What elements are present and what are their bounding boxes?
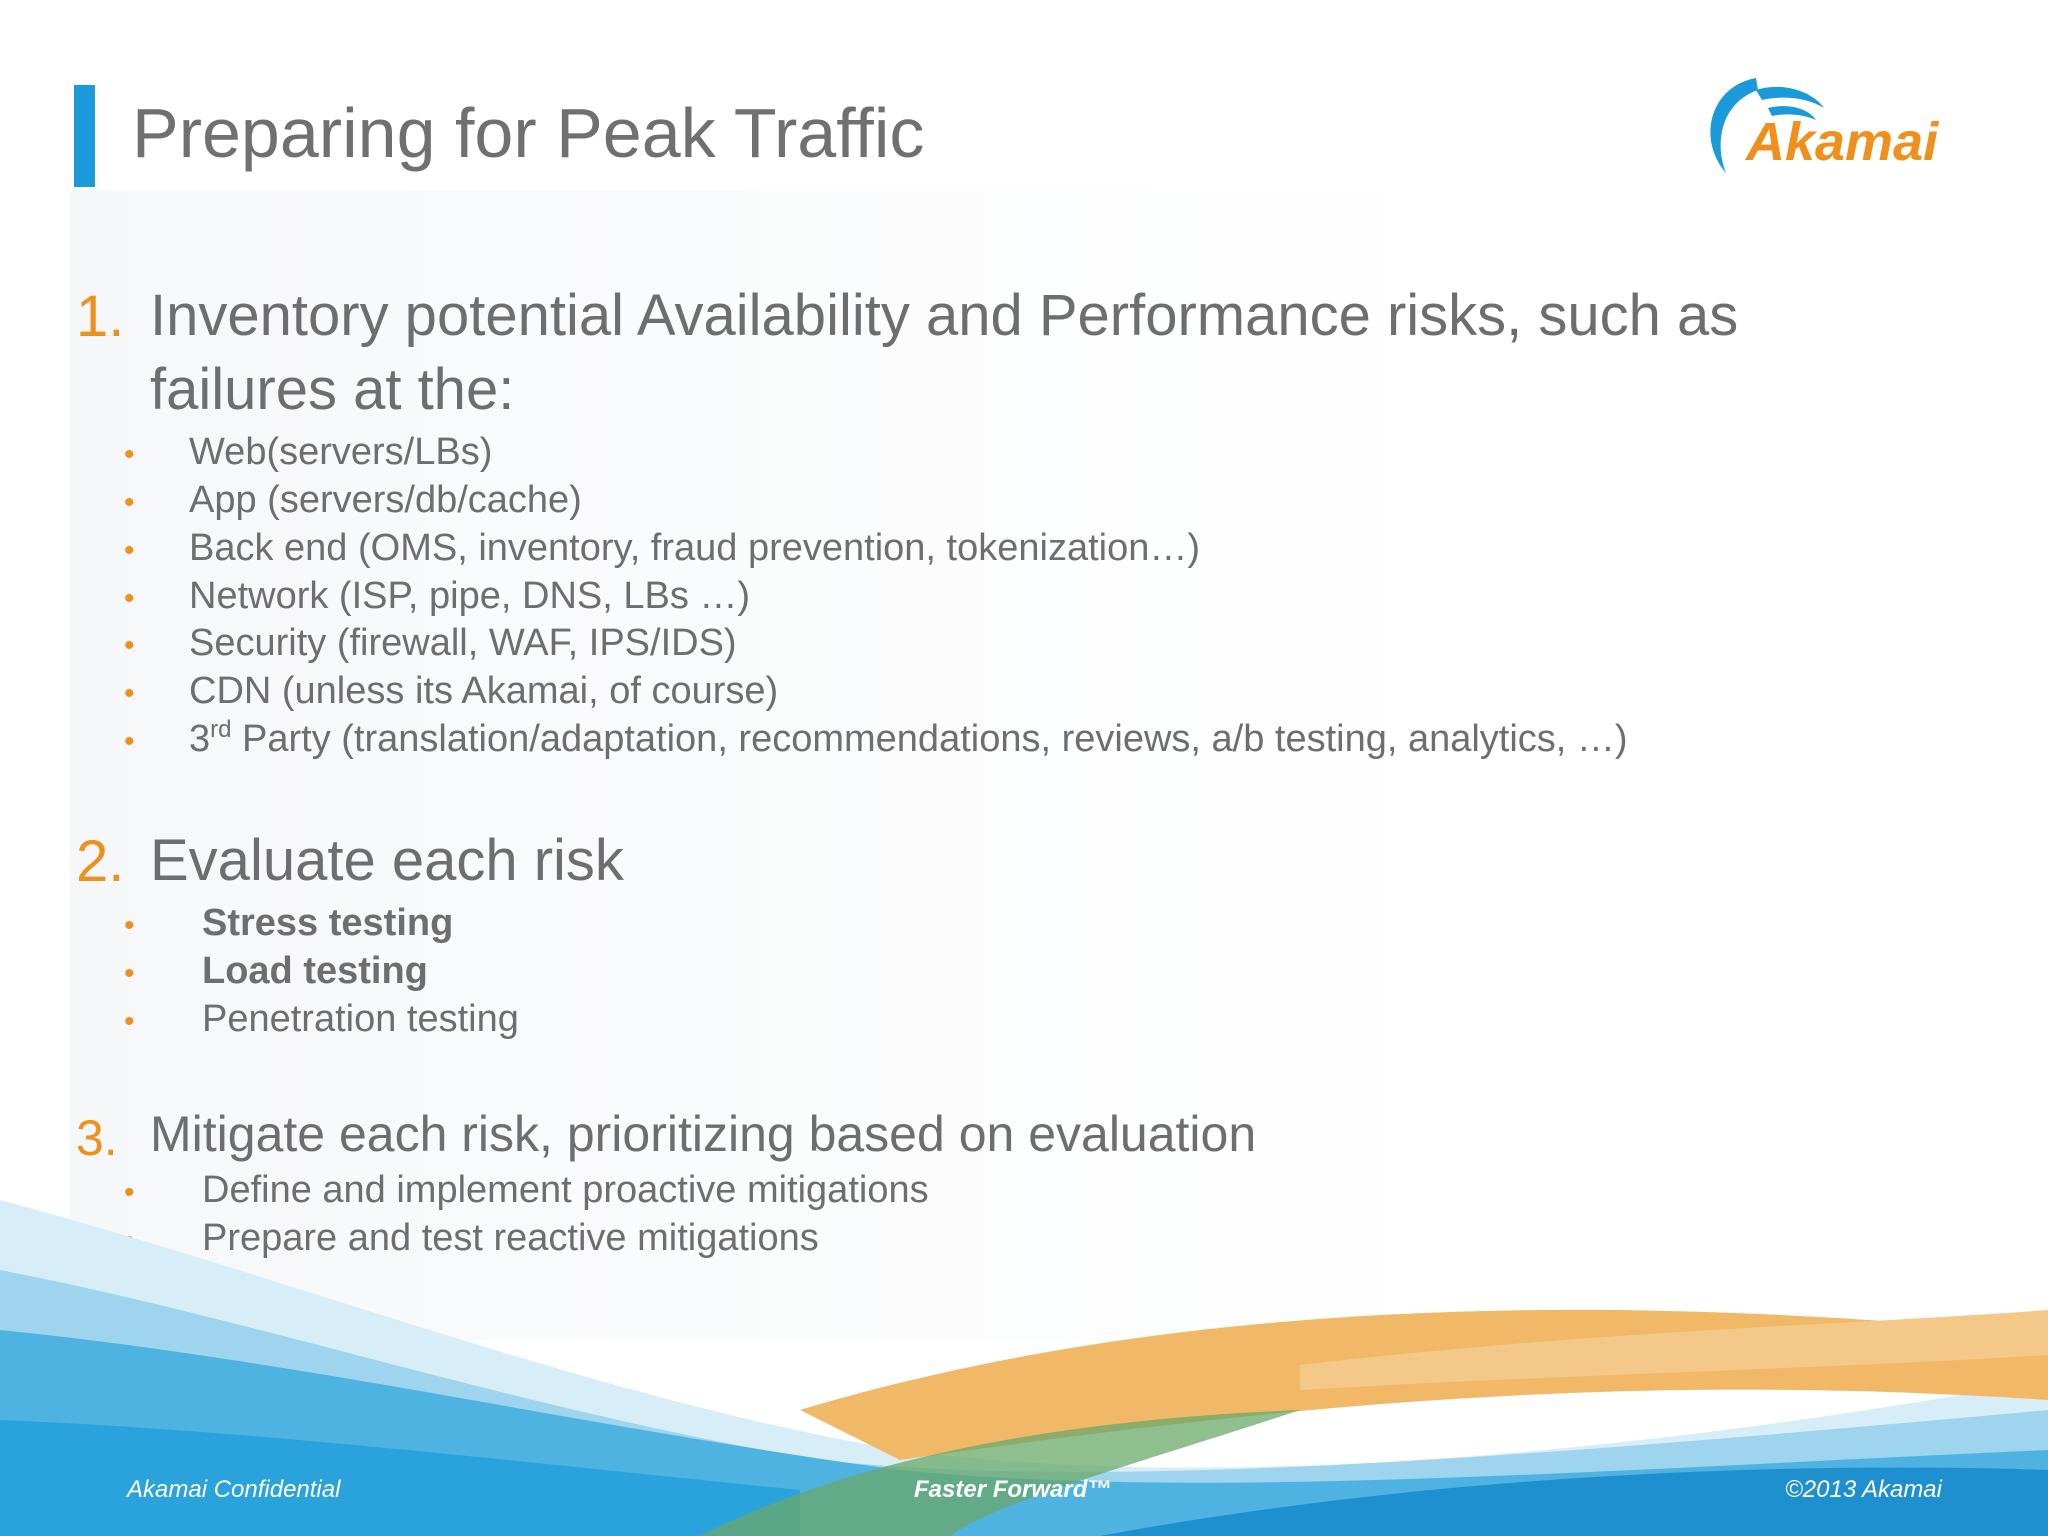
- section-3-heading: Mitigate each risk, prioritizing based on evaluation: [150, 1106, 1257, 1162]
- akamai-logo: [1696, 68, 1966, 186]
- section-1-bullet-2: App (servers/db/cache): [189, 479, 582, 521]
- section-1-bullet-5: Security (firewall, WAF, IPS/IDS): [189, 622, 737, 664]
- section-1-number: 1.: [76, 284, 125, 349]
- bullet-marker: •: [124, 438, 135, 471]
- bullet-marker: •: [124, 957, 135, 990]
- section-1-bullet-1: Web(servers/LBs): [189, 431, 493, 473]
- logo-wordmark: Akamai: [1746, 112, 1939, 172]
- section-3-bullet-1: Define and implement proactive mitigations: [202, 1169, 929, 1211]
- bullet-7-superscript: rd: [210, 716, 232, 743]
- section-1-heading-line2: failures at the:: [150, 357, 515, 422]
- bullet-marker: •: [124, 1176, 135, 1209]
- bullet-7-number: 3: [189, 718, 211, 760]
- bullet-marker: •: [124, 629, 135, 662]
- section-1-bullet-7: [189, 716, 1628, 760]
- bullet-7-text: Party (translation/adaptation, recommendations, reviews, a/b testing, analytics, …): [231, 718, 1628, 760]
- bullet-marker: •: [124, 725, 135, 758]
- section-1-heading-line1: Inventory potential Availability and Performance risks, such as: [150, 283, 1739, 348]
- title-accent-bar: [74, 85, 95, 187]
- footer-tagline: Faster Forward™: [914, 1476, 1112, 1503]
- bullet-marker: •: [124, 1005, 135, 1038]
- section-2-number: 2.: [76, 829, 125, 894]
- slide-title: Preparing for Peak Traffic: [132, 94, 925, 172]
- footer-confidential: Akamai Confidential: [127, 1476, 341, 1503]
- section-2-bullet-3: Penetration testing: [202, 998, 519, 1040]
- section-2-heading: Evaluate each risk: [150, 828, 624, 893]
- section-2-bullet-2: Load testing: [202, 950, 428, 992]
- section-3-number: 3.: [76, 1110, 118, 1166]
- bullet-marker: •: [124, 582, 135, 615]
- section-1-bullet-3: Back end (OMS, inventory, fraud prevention, tokenization…): [189, 527, 1201, 569]
- footer-copyright: ©2013 Akamai: [1785, 1476, 1942, 1503]
- bullet-marker: •: [124, 486, 135, 519]
- bullet-marker: •: [124, 534, 135, 567]
- section-1-bullet-6: CDN (unless its Akamai, of course): [189, 670, 779, 712]
- section-1-bullet-4: Network (ISP, pipe, DNS, LBs …): [189, 575, 751, 617]
- bullet-marker: •: [124, 909, 135, 942]
- section-2-bullet-1: Stress testing: [202, 902, 454, 944]
- section-3-bullet-2: Prepare and test reactive mitigations: [202, 1217, 819, 1259]
- bullet-marker: •: [124, 677, 135, 710]
